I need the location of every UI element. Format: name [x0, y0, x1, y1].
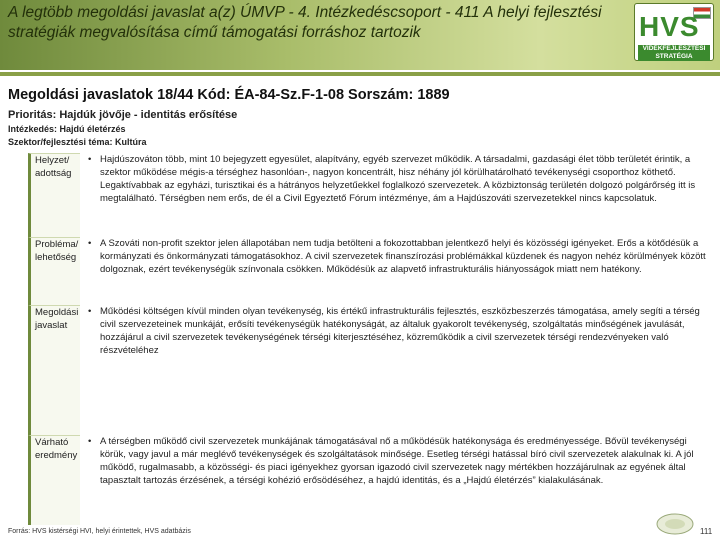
- row-body: [88, 435, 708, 487]
- row-text: Működési költségen kívül minden olyan tevékenység, kis értékű infrastrukturális fejlesztés, eszközbeszerzés támogatása, amely segíti a térség civil szervezeteinek munkáját, erősíti tevékenységük hatékonyságát, az általuk gyakorolt tevékenység, szolgáltatás minőségének javulását, hozzájárul a civil szervezetek tevékenységének térségi kiterjesztéséhez, közreműködik a civil szervezetek térségi rendezvényeken való részvételéhez: [100, 306, 700, 356]
- logo-title: HVS: [639, 11, 700, 42]
- footer-source: Forrás: HVS kistérségi HVI, helyi érintettek, HVS adatbázis: [8, 528, 191, 535]
- row-text: Hajdúszováton több, mint 10 bejegyzett egyesület, alapítvány, egyéb szervezet működik. A társadalmi, gazdasági élet több területét érintik, a szektor működése mégis-a térséghez hasonlóan-, nagyon koncentrált, hisz néhány jól körülhatárolható tevékenységi csoporthoz köthető. Legaktívabbak az egyházi, turisztikai és a hátrányos helyzetűekkel foglalkozó szervezetek. A közbiztonság területén dolgozó polgárőrség itt is megtalálható. Térségben nem erős, de él a Civil Egyeztető Fórum intézménye, ám a Hajdúszováti szervezetekkel nincs kapcsolatuk.: [100, 154, 696, 204]
- page-number: 111: [700, 527, 713, 536]
- row-problem: [28, 237, 714, 305]
- row-body: [88, 237, 708, 276]
- measure-line: Intézkedés: Hajdú életérzés: [8, 124, 126, 134]
- bullet-icon: •: [88, 238, 92, 249]
- header-title: A legtöbb megoldási javaslat a(z) ÚMVP - 4. Intézkedéscsoport - 411 A helyi fejlesztési stratégiák megvalósítása című támogatási forráshoz tartozik: [8, 4, 602, 41]
- sector-line: Szektor/fejlesztési téma: Kultúra: [8, 137, 147, 147]
- row-label: Várható eredmény: [28, 435, 80, 525]
- hvs-logo: [634, 3, 714, 61]
- priority-line: Prioritás: Hajdúk jövője - identitás erősítése: [8, 109, 238, 121]
- row-label: Probléma/ lehetőség: [28, 237, 80, 305]
- header-bar: [0, 0, 720, 70]
- row-text: A térségben működő civil szervezetek munkájának támogatásával nő a működésük hatékonysága és eredményessége. Bővül tevékenységi körük, vagy javul a már meglévő tevékenységek és szolgáltatások minősége. Esetleg térségi hatással bíró civil szervezetek alakulnak ki. A jól működő, rugalmasabb, a közösségi- és piaci igényekhez gyorsan igazodó civil szervezetek nagy mértékben hozzájárulnak az egyének által tapasztalt tartozás érzésének, a térségi kohézió erősödéséhez, a hajdú identitás, és a „Hajdú életérzés” kialakulásának.: [100, 436, 694, 486]
- row-label: Helyzet/ adottság: [28, 153, 80, 237]
- bullet-icon: •: [88, 306, 92, 317]
- row-situation: [28, 153, 714, 237]
- row-solution: [28, 305, 714, 435]
- row-label: Megoldási javaslat: [28, 305, 80, 435]
- row-body: [88, 153, 708, 205]
- footer-logo-icon: [655, 512, 695, 536]
- page-title: Megoldási javaslatok 18/44 Kód: ÉA-84-Sz.F-1-08 Sorszám: 1889: [8, 87, 450, 103]
- bullet-icon: •: [88, 436, 92, 447]
- row-text: A Szováti non-profit szektor jelen állapotában nem tudja betölteni a fokozottabban jelentkező helyi és közösségi igényeket. Erős a kötődésük a kormányzati és önkormányzati támogatásokhoz. A civil szervezetek finanszírozási problémákkal küzdenek és nagyon nehéz körülmények között dolgoznak, ezért tevékenységük színvonala csökken. Működésük az alapvető infrastrukturális hiányosságok miatt nem hatékony.: [100, 238, 706, 275]
- logo-subtitle: VIDÉKFEJLESZTÉSI STRATÉGIA: [638, 45, 710, 61]
- header-divider: [0, 72, 720, 76]
- row-result: [28, 435, 714, 525]
- bullet-icon: •: [88, 154, 92, 165]
- row-body: [88, 305, 708, 357]
